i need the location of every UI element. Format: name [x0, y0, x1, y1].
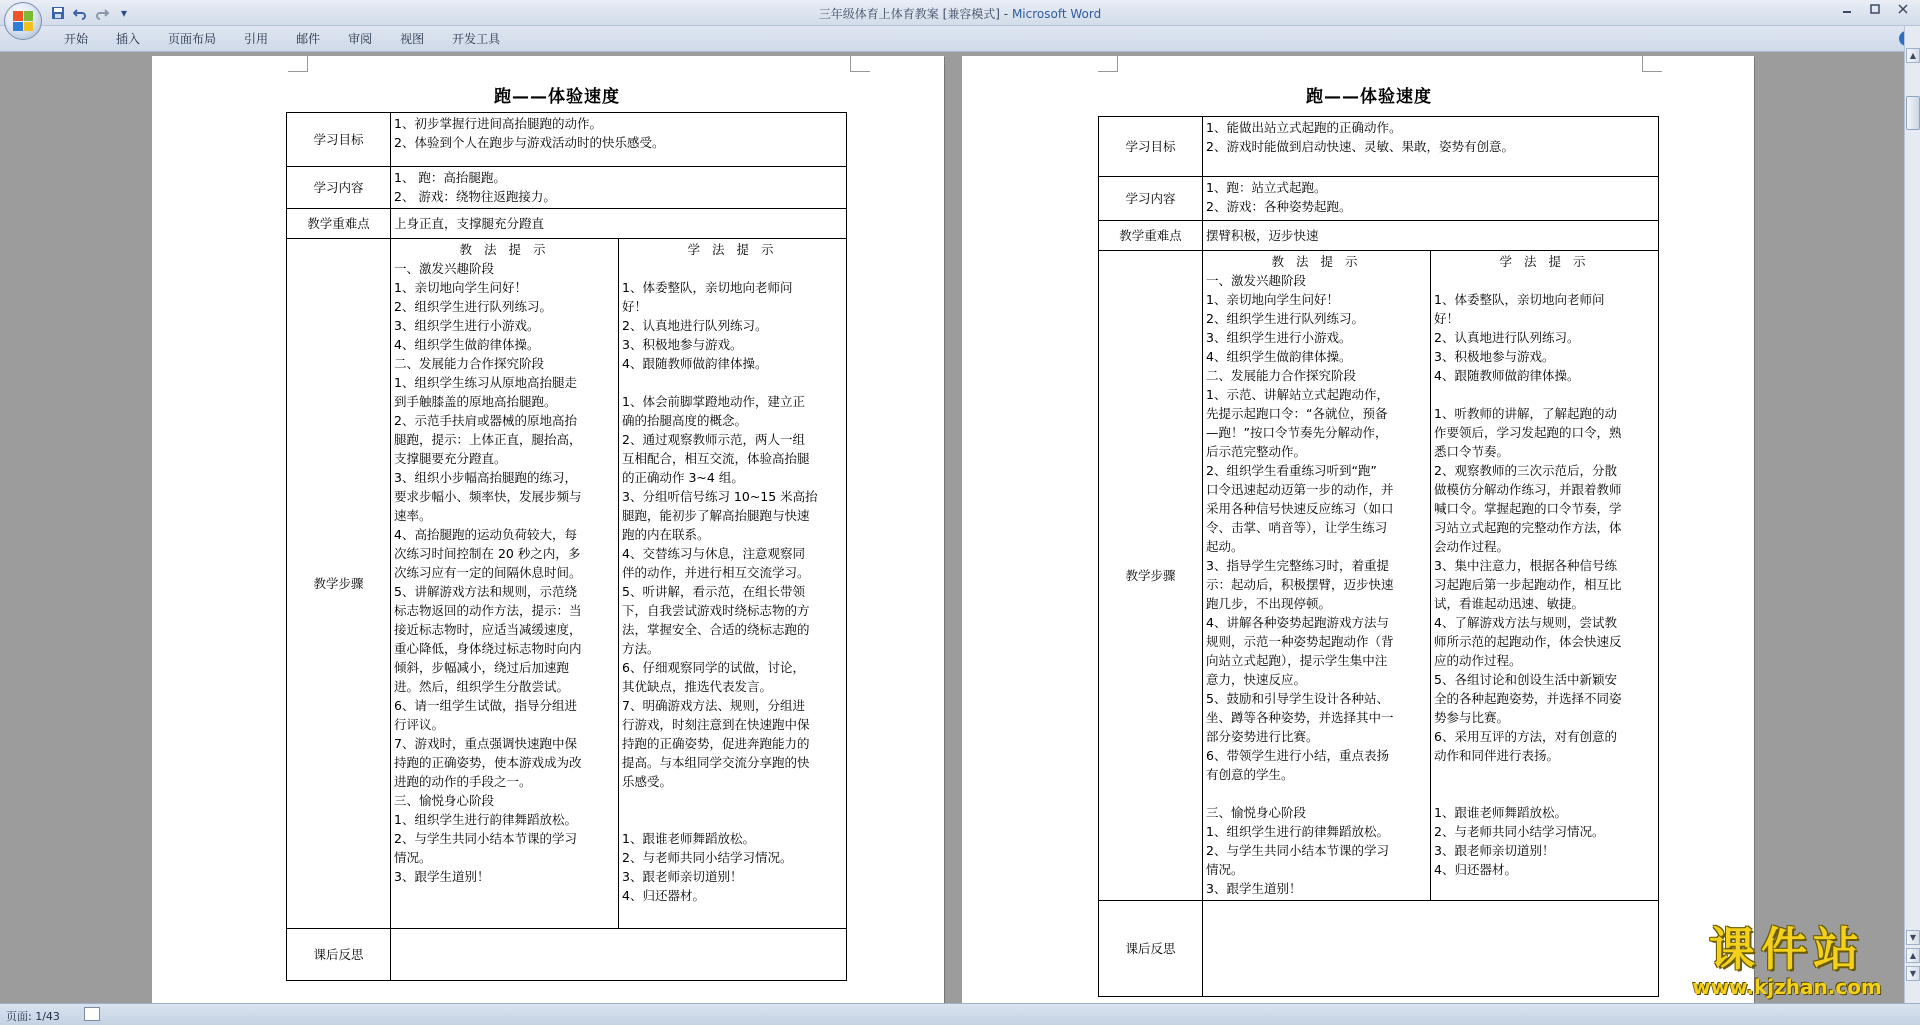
key-cell[interactable] [1203, 221, 1659, 251]
step-line: 2、示范手扶肩或器械的原地高抬 [394, 413, 577, 428]
step-line: 应的动作过程。 [1434, 653, 1522, 668]
step-line: 意力，快速反应。 [1206, 672, 1307, 687]
step-line: 支撑腿要充分蹬直。 [394, 451, 507, 466]
step-line [1434, 784, 1655, 803]
step-line: 3、积极地参与游戏。 [1434, 349, 1555, 364]
step-line: 1、跟谁老师舞蹈放松。 [1434, 805, 1567, 820]
key-label: 教学重难点 [287, 209, 391, 239]
tab-view[interactable]: 视图 [400, 32, 425, 46]
tab-page-layout[interactable]: 页面布局 [168, 32, 217, 46]
step-line: 1、跟谁老师舞蹈放松。 [622, 831, 755, 846]
watermark-logo [1680, 923, 1894, 1003]
step-line: 速率。 [394, 508, 432, 523]
goal-cell[interactable] [1203, 117, 1659, 177]
step-line: 2、认真地进行队列练习。 [622, 318, 768, 333]
step-line [622, 259, 843, 278]
step-line: 2、认真地进行队列练习。 [1434, 330, 1580, 345]
close-icon[interactable] [1892, 3, 1914, 19]
scroll-up-icon[interactable]: ▲ [1906, 48, 1920, 63]
step-line: 势参与比赛。 [1434, 710, 1510, 725]
goal-label: 学习目标 [287, 113, 391, 167]
previous-page-icon[interactable]: ▲ [1906, 948, 1920, 963]
step-line: 2、与学生共同小结本节课的学习 [1206, 843, 1389, 858]
goal-line: 2、体验到个人在跑步与游戏活动时的快乐感受。 [394, 135, 665, 150]
key-label: 教学重难点 [1099, 221, 1203, 251]
page-number[interactable]: 页面: 1/43 [6, 1010, 60, 1023]
scroll-down-icon[interactable]: ▼ [1906, 930, 1920, 945]
learn-list [1434, 271, 1655, 879]
step-line: 1、亲切地向学生问好！ [1206, 292, 1339, 307]
document-title: 跑——体验速度 [494, 87, 620, 107]
step-line: 5、讲解游戏方法和规则，示范绕 [394, 584, 577, 599]
step-line: 4、讲解各种姿势起跑游戏方法与 [1206, 615, 1389, 630]
step-line: —跑！”按口令节奏先分解动作， [1206, 425, 1388, 440]
watermark-url: www.kjzhan.com [1692, 975, 1882, 999]
step-line: 持跑的正确姿势，使本游戏成为改 [394, 755, 582, 770]
step-line: 标志物返回的动作方法，提示：当 [394, 603, 582, 618]
proofing-icon[interactable] [84, 1007, 100, 1021]
step-line: 进。然后，组织学生分散尝试。 [394, 679, 570, 694]
step-line: 4、了解游戏方法与规则，尝试教 [1434, 615, 1617, 630]
reflect-label: 课后反思 [287, 929, 391, 981]
step-line: 会动作过程。 [1434, 539, 1510, 554]
customize-qat-button[interactable]: ▾ [120, 6, 128, 20]
title-separator: - [999, 7, 1012, 21]
lesson-plan-table [1098, 116, 1659, 997]
step-line [1434, 271, 1655, 290]
step-line: 4、高抬腿跑的运动负荷较大，每 [394, 527, 577, 542]
step-line: 接近标志物时，应适当减缓速度， [394, 622, 582, 637]
step-line: 5、各组讨论和创设生活中新颖安 [1434, 672, 1617, 687]
content-line: 1、 跑：高抬腿跑。 [394, 170, 506, 185]
step-line: 做模仿分解动作练习，并跟着教师 [1434, 482, 1622, 497]
learn-cell[interactable] [619, 239, 847, 929]
document-name: 三年级体育上体育教案 [兼容模式] [818, 7, 1000, 21]
step-line: 次练习时间控制在 20 秒之内，多 [394, 546, 581, 561]
step-line: 2、通过观察教师示范，两人一组 [622, 432, 805, 447]
step-line: 5、听讲解，看示范，在组长带领 [622, 584, 805, 599]
document-title: 跑——体验速度 [1306, 87, 1432, 107]
crop-mark [850, 56, 870, 72]
step-line: 3、跟学生道别！ [1206, 881, 1302, 896]
step-line: 到手触膝盖的原地高抬腿跑。 [394, 394, 557, 409]
step-line: 下，自我尝试游戏时绕标志物的方 [622, 603, 810, 618]
window-title [0, 5, 1920, 22]
step-line: 7、游戏时，重点强调快速跑中保 [394, 736, 577, 751]
step-line: 2、与学生共同小结本节课的学习 [394, 831, 577, 846]
teach-list [1206, 271, 1427, 898]
tab-mailings[interactable]: 邮件 [296, 32, 321, 46]
next-page-icon[interactable]: ▼ [1906, 966, 1920, 981]
step-line: 其优缺点，推选代表发言。 [622, 679, 773, 694]
step-line: 坐、蹲等各种姿势，并选择其中一 [1206, 710, 1394, 725]
step-line: 1、示范、讲解站立式起跑动作， [1206, 387, 1389, 402]
step-line: 6、采用互评的方法，对有创意的 [1434, 729, 1617, 744]
step-line: 习站立式起跑的完整动作方法，体 [1434, 520, 1622, 535]
crop-mark [1642, 56, 1662, 72]
goal-label: 学习目标 [1099, 117, 1203, 177]
step-line: 一、激发兴趣阶段 [394, 261, 495, 276]
content-line: 2、游戏：各种姿势起跑。 [1206, 199, 1352, 214]
step-line: 习起跑后第一步起跑动作，相互比 [1434, 577, 1622, 592]
step-line: 持跑的正确姿势，促进奔跑能力的 [622, 736, 810, 751]
teach-cell[interactable] [391, 239, 619, 929]
step-line [622, 373, 843, 392]
step-line: 三、愉悦身心阶段 [394, 793, 495, 808]
step-line: 次练习应有一定的间隔休息时间。 [394, 565, 582, 580]
step-line: 4、交替练习与休息，注意观察同 [622, 546, 805, 561]
teach-list [394, 259, 615, 886]
step-line: 令、击掌、哨音等），让学生练习 [1206, 520, 1388, 535]
step-line: 4、归还器材。 [1434, 862, 1517, 877]
step-line: 2、组织学生看重练习听到“跑” [1206, 463, 1377, 478]
learn-heading: 学 法 提 示 [687, 242, 778, 257]
content-line: 2、 游戏：绕物往返跑接力。 [394, 189, 556, 204]
step-line: 全的各种起跑姿势，并选择不同姿 [1434, 691, 1622, 706]
step-line: 6、仔细观察同学的试做，讨论， [622, 660, 805, 675]
step-line: 1、亲切地向学生问好！ [394, 280, 527, 295]
step-line: 好！ [1434, 311, 1460, 326]
step-line: 伴的动作，并进行相互交流学习。 [622, 565, 810, 580]
step-line: 腿跑，提示：上体正直，腿抬高， [394, 432, 582, 447]
scroll-thumb[interactable] [1906, 96, 1920, 130]
step-line [1434, 765, 1655, 784]
tab-review[interactable]: 审阅 [348, 32, 373, 46]
step-line: 1、组织学生进行韵律舞蹈放松。 [1206, 824, 1389, 839]
content-label: 学习内容 [1099, 177, 1203, 221]
ribbon [0, 26, 1920, 52]
reflect-cell[interactable] [1203, 901, 1659, 997]
ribbon-tabs [50, 30, 514, 48]
step-line: 口令迅速起动迈第一步的动作，并 [1206, 482, 1394, 497]
teach-cell[interactable] [1203, 251, 1431, 901]
step-line: 提高。与本组同学交流分享跑的快 [622, 755, 810, 770]
step-line: 一、激发兴趣阶段 [1206, 273, 1307, 288]
step-line: 二、发展能力合作探究阶段 [394, 356, 545, 371]
step-line [1434, 385, 1655, 404]
step-line: 3、跟老师亲切道别！ [622, 869, 743, 884]
step-line: 3、指导学生完整练习时，着重提 [1206, 558, 1389, 573]
reflect-cell[interactable] [391, 929, 847, 981]
content-cell[interactable] [391, 167, 847, 209]
step-line: 3、跟老师亲切道别！ [1434, 843, 1555, 858]
step-line: 行游戏，时刻注意到在快速跑中保 [622, 717, 810, 732]
step-line: 跑的内在联系。 [622, 527, 710, 542]
step-line: 三、愉悦身心阶段 [1206, 805, 1307, 820]
step-line [622, 791, 843, 810]
tab-developer[interactable]: 开发工具 [452, 32, 501, 46]
step-line: 悉口令节奏。 [1434, 444, 1510, 459]
title-bar [0, 0, 1920, 26]
step-line: 3、分组听信号练习 10~15 米高抬 [622, 489, 818, 504]
step-line: 的正确动作 3~4 组。 [622, 470, 744, 485]
step-line: 起动。 [1206, 539, 1244, 554]
step-line: 2、与老师共同小结学习情况。 [622, 850, 793, 865]
goal-line: 1、能做出站立式起跑的正确动作。 [1206, 120, 1402, 135]
content-label: 学习内容 [287, 167, 391, 209]
step-line [1206, 784, 1427, 803]
step-line: 2、组织学生进行队列练习。 [1206, 311, 1364, 326]
step-line: 4、组织学生做韵律体操。 [1206, 349, 1352, 364]
step-line: 倾斜，步幅减小，绕过后加速跑 [394, 660, 570, 675]
step-line: 1、体委整队，亲切地向老师问 [622, 280, 793, 295]
step-line [622, 810, 843, 829]
step-line: 4、组织学生做韵律体操。 [394, 337, 540, 352]
step-line: 确的抬腿高度的概念。 [622, 413, 748, 428]
page-1 [152, 56, 944, 1003]
step-line: 向站立式起跑），提示学生集中注 [1206, 653, 1388, 668]
watermark-brand: 课件站 [1709, 922, 1865, 976]
step-line: 1、体会前脚掌蹬地动作，建立正 [622, 394, 805, 409]
step-line: 动作和同伴进行表扬。 [1434, 748, 1560, 763]
step-line: 师所示范的起跑动作，体会快速反 [1434, 634, 1622, 649]
key-text: 摆臂积极，迈步快速 [1206, 228, 1319, 243]
lesson-plan-table [286, 112, 847, 981]
app-name: Microsoft Word [1011, 7, 1102, 21]
steps-label: 教学步骤 [287, 239, 391, 929]
step-line: 采用各种信号快速反应练习（如口 [1206, 501, 1394, 516]
step-line: 示：起动后，积极摆臂，迈步快速 [1206, 577, 1394, 592]
step-line: 喊口令。掌握起跑的口令节奏，学 [1434, 501, 1622, 516]
step-line: 要求步幅小、频率快，发展步频与 [394, 489, 582, 504]
learn-cell[interactable] [1431, 251, 1659, 901]
step-line: 重心降低，身体绕过标志物时向内 [394, 641, 582, 656]
step-line: 1、组织学生进行韵律舞蹈放松。 [394, 812, 577, 827]
tab-home[interactable]: 开始 [64, 32, 89, 46]
step-line: 6、请一组学生试做，指导分组进 [394, 698, 577, 713]
step-line: 先提示起跑口令：“各就位，预备 [1206, 406, 1388, 421]
vertical-scrollbar[interactable] [1904, 26, 1920, 1003]
step-line: 1、组织学生练习从原地高抬腿走 [394, 375, 577, 390]
step-line: 互相配合，相互交流，体验高抬腿 [622, 451, 810, 466]
status-bar [0, 1003, 1920, 1025]
reflect-label: 课后反思 [1099, 901, 1203, 997]
step-line: 4、归还器材。 [622, 888, 705, 903]
step-line: 腿跑，能初步了解高抬腿跑与快速 [622, 508, 810, 523]
step-line: 3、组织学生进行小游戏。 [1206, 330, 1352, 345]
key-cell[interactable] [391, 209, 847, 239]
learn-list [622, 259, 843, 905]
goal-line: 2、游戏时能做到启动快速、灵敏、果敢，姿势有创意。 [1206, 139, 1514, 154]
step-line: 2、与老师共同小结学习情况。 [1434, 824, 1605, 839]
minimize-icon[interactable] [1836, 3, 1858, 19]
step-line: 跑几步，不出现停顿。 [1206, 596, 1332, 611]
key-text: 上身正直，支撑腿充分蹬直 [394, 216, 545, 231]
document-area [0, 52, 1904, 1003]
step-line: 作要领后，学习发起跑的口令，熟 [1434, 425, 1622, 440]
goal-line: 1、初步掌握行进间高抬腿跑的动作。 [394, 116, 602, 131]
content-line: 1、跑：站立式起跑。 [1206, 180, 1327, 195]
step-line: 规则，示范一种姿势起跑动作（背 [1206, 634, 1394, 649]
learn-heading: 学 法 提 示 [1499, 254, 1590, 269]
tab-references[interactable]: 引用 [244, 32, 269, 46]
goal-cell[interactable] [391, 113, 847, 167]
step-line: 乐感受。 [622, 774, 673, 789]
step-line: 2、组织学生进行队列练习。 [394, 299, 552, 314]
step-line: 情况。 [1206, 862, 1244, 877]
step-line: 3、组织小步幅高抬腿跑的练习， [394, 470, 577, 485]
teach-heading: 教 法 提 示 [1271, 254, 1362, 269]
step-line: 2、观察教师的三次示范后，分散 [1434, 463, 1617, 478]
content-cell[interactable] [1203, 177, 1659, 221]
step-line: 4、跟随教师做韵律体操。 [622, 356, 768, 371]
step-line: 情况。 [394, 850, 432, 865]
step-line: 1、体委整队，亲切地向老师问 [1434, 292, 1605, 307]
step-line: 6、带领学生进行小结，重点表扬 [1206, 748, 1389, 763]
step-line: 法，掌握安全、合适的绕标志跑的 [622, 622, 810, 637]
step-line: 行评议。 [394, 717, 445, 732]
tab-insert[interactable]: 插入 [116, 32, 141, 46]
step-line: 1、听教师的讲解，了解起跑的动 [1434, 406, 1617, 421]
step-line: 7、明确游戏方法、规则，分组进 [622, 698, 805, 713]
step-line: 4、跟随教师做韵律体操。 [1434, 368, 1580, 383]
crop-mark [288, 56, 308, 72]
step-line: 3、集中注意力，根据各种信号练 [1434, 558, 1617, 573]
maximize-icon[interactable] [1864, 3, 1886, 19]
step-line: 方法。 [622, 641, 660, 656]
step-line: 3、组织学生进行小游戏。 [394, 318, 540, 333]
step-line: 试，看谁起动迅速、敏捷。 [1434, 596, 1585, 611]
steps-label: 教学步骤 [1099, 251, 1203, 901]
step-line: 后示范完整动作。 [1206, 444, 1307, 459]
step-line: 部分姿势进行比赛。 [1206, 729, 1319, 744]
page-2 [962, 56, 1754, 1003]
crop-mark [1098, 56, 1118, 72]
step-line: 3、跟学生道别！ [394, 869, 490, 884]
office-button-icon[interactable] [4, 2, 42, 40]
step-line: 3、积极地参与游戏。 [622, 337, 743, 352]
step-line: 有创意的学生。 [1206, 767, 1294, 782]
step-line: 二、发展能力合作探究阶段 [1206, 368, 1357, 383]
step-line: 好！ [622, 299, 648, 314]
step-line: 5、鼓励和引导学生设计各种站、 [1206, 691, 1389, 706]
teach-heading: 教 法 提 示 [459, 242, 550, 257]
step-line: 进跑的动作的手段之一。 [394, 774, 532, 789]
